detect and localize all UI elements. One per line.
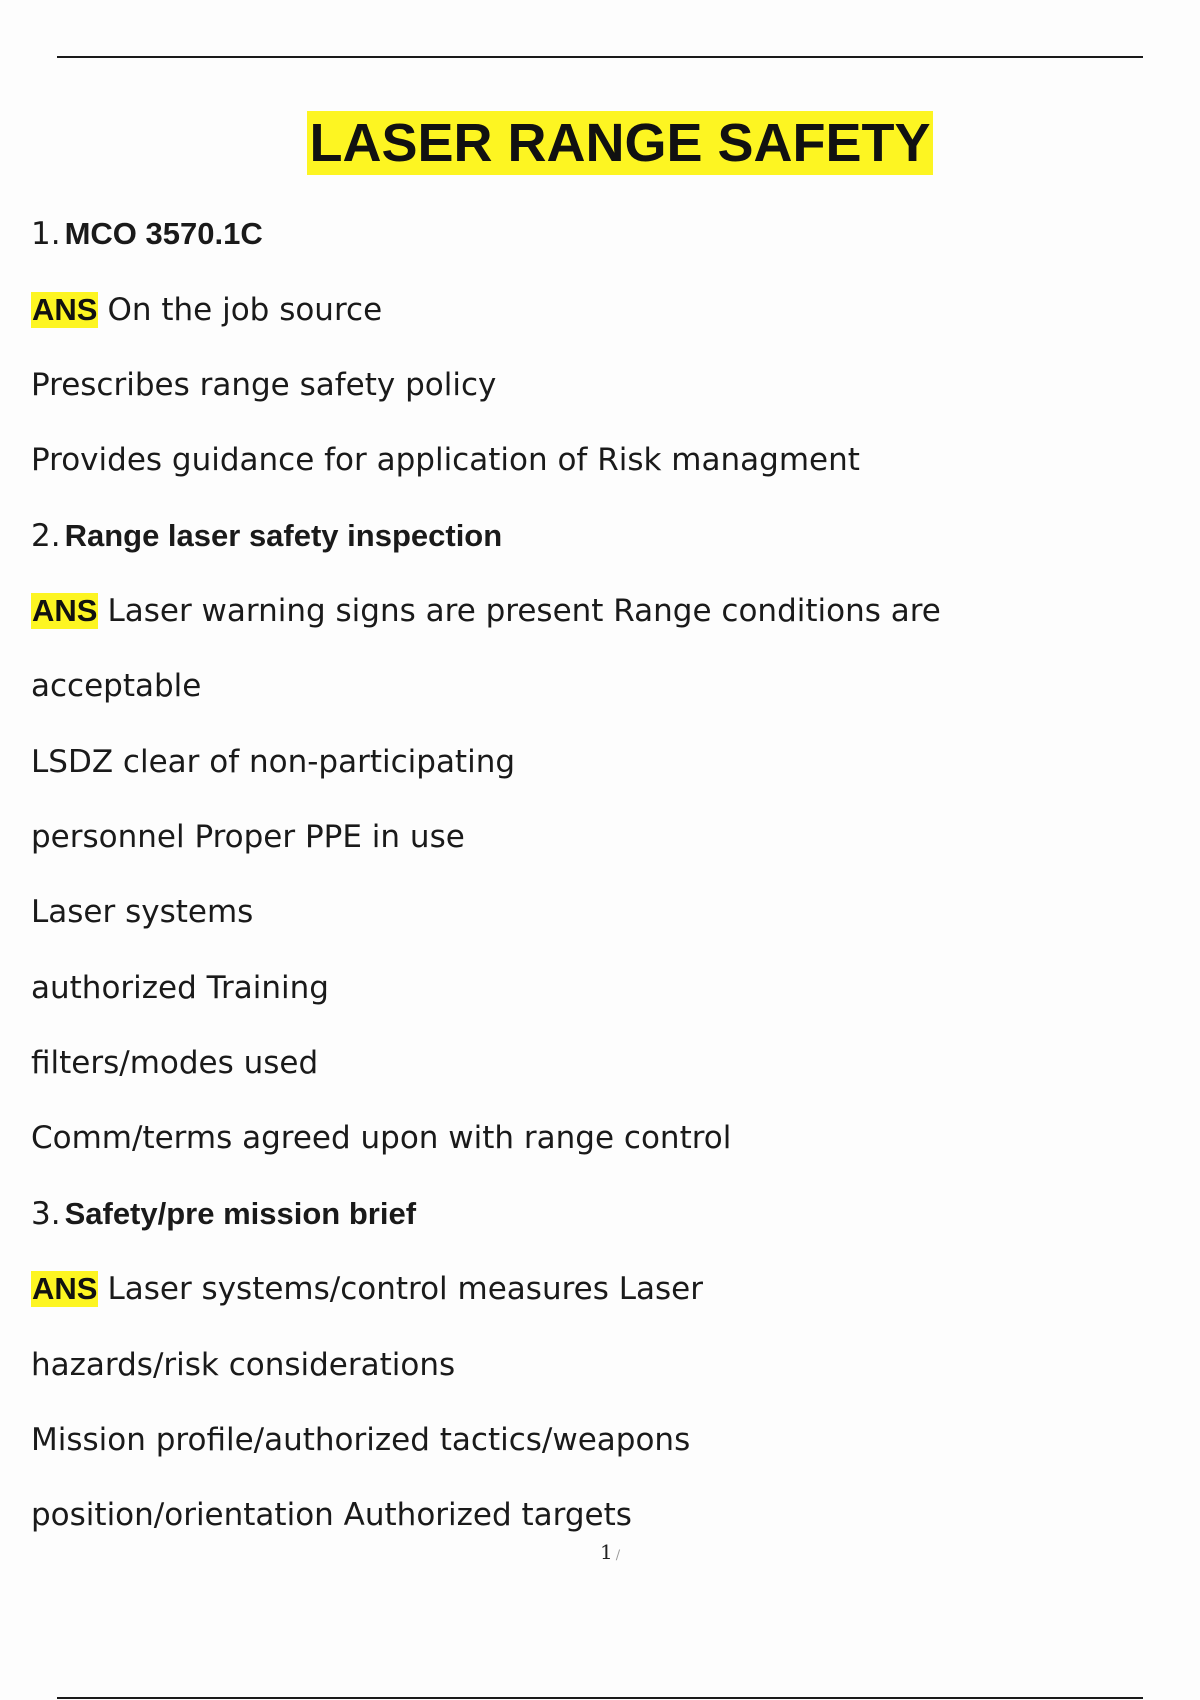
page-separator: / [615,1548,621,1563]
answer-text: Laser warning signs are present Range conditions are [107,593,941,629]
answer-tag: ANS [32,593,98,628]
question-text: Range laser safety inspection [64,518,503,553]
answer-3-line-2: hazards/risk considerations [31,1347,456,1383]
question-1 [31,214,263,254]
document-title: LASER RANGE SAFETY [309,113,931,173]
question-number: 1. [31,216,61,252]
answer-2-line-2: acceptable [31,668,202,704]
answer-tag: ANS [32,1271,98,1306]
answer-3-line-4: position/orientation Authorized targets [31,1497,632,1533]
answer-2-line-3: LSDZ clear of non-participating [31,744,516,780]
answer-1-line-3: Provides guidance for application of Risk managment [31,442,860,478]
page-number-value: 1 [600,1540,613,1564]
page-number [600,1540,620,1568]
answer-2-line-8: Comm/terms agreed upon with range control [31,1120,732,1156]
question-number: 3. [31,1196,61,1232]
title-container [0,111,1200,175]
bottom-rule [57,1697,1143,1699]
answer-3-line-1 [31,1269,703,1309]
question-2 [31,516,502,556]
question-text: MCO 3570.1C [64,216,263,251]
question-3 [31,1194,416,1234]
top-rule [57,56,1143,58]
answer-1-line-1 [31,290,382,330]
answer-1-line-2: Prescribes range safety policy [31,367,497,403]
question-text: Safety/pre mission brief [64,1196,417,1231]
answer-tag: ANS [32,292,98,327]
answer-2-line-4: personnel Proper PPE in use [31,819,465,855]
question-number: 2. [31,518,61,554]
answer-2-line-1 [31,591,941,631]
answer-text: On the job source [107,292,383,328]
answer-2-line-5: Laser systems [31,894,254,930]
answer-2-line-7: filters/modes used [31,1045,319,1081]
answer-2-line-6: authorized Training [31,970,329,1006]
answer-text: Laser systems/control measures Laser [107,1271,703,1307]
answer-3-line-3: Mission profile/authorized tactics/weapons [31,1422,691,1458]
